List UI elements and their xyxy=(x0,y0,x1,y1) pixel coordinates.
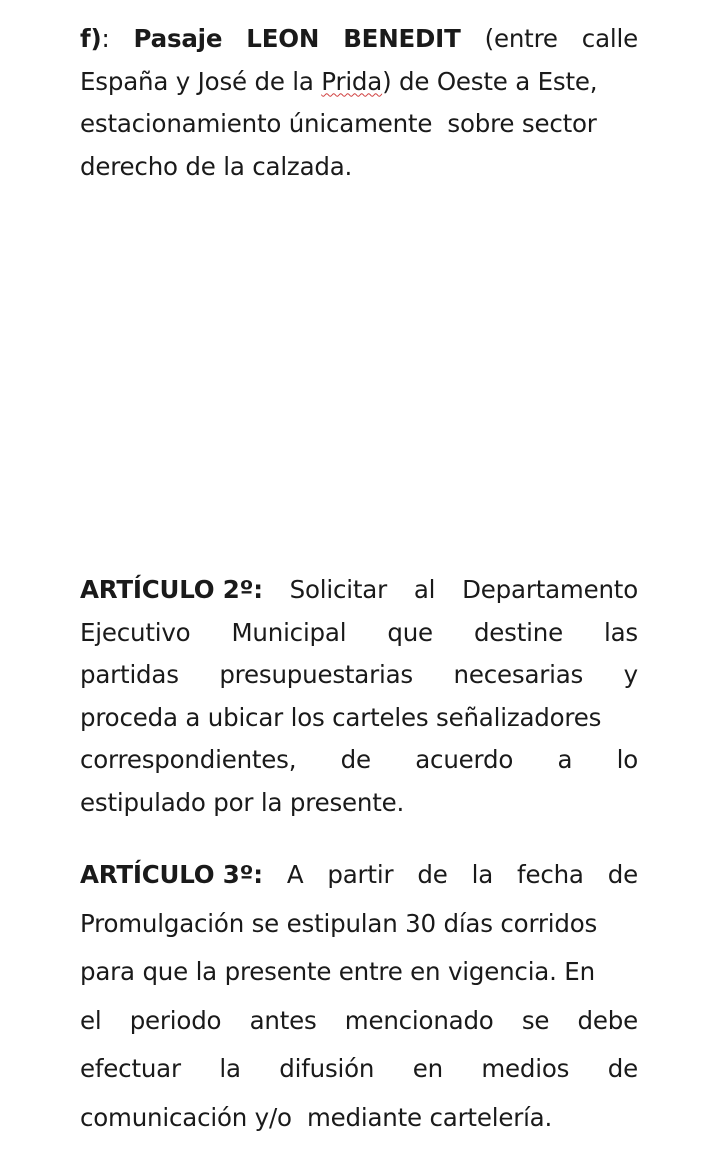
clause-f-line-4: derecho de la calzada. xyxy=(80,151,353,181)
article-3-word: fecha xyxy=(517,860,584,889)
clause-f-label-sep: : xyxy=(101,24,110,53)
article-2-word: necesarias xyxy=(453,660,584,689)
article-3-line-6: comunicación y/o mediante cartelería. xyxy=(80,1102,553,1132)
article-2-word: acuerdo xyxy=(415,745,514,774)
article-2-word: al xyxy=(413,575,436,604)
clause-f-word: BENEDIT xyxy=(343,24,461,53)
article-2-word: destine xyxy=(473,617,563,647)
article-3-line-1 xyxy=(80,851,638,900)
article-3-word: se xyxy=(521,1005,550,1035)
article-3-word: debe xyxy=(577,1005,638,1035)
clause-f-line-2 xyxy=(80,61,638,104)
article-3-line-5 xyxy=(80,1045,638,1094)
article-3-word: partir xyxy=(327,860,394,889)
article-2-word: Municipal xyxy=(231,617,347,647)
article-2-heading: ARTÍCULO 2º: xyxy=(80,575,263,604)
article-2-word: a xyxy=(557,745,573,774)
spellcheck-flagged-word: Prida xyxy=(321,66,383,96)
article-3-word: de xyxy=(607,1054,638,1083)
clause-f-word: Pasaje xyxy=(133,24,223,53)
article-3-word: en xyxy=(412,1054,443,1083)
article-3-heading: ARTÍCULO 3º: xyxy=(80,860,263,889)
article-2 xyxy=(80,569,638,824)
article-2-word: Solicitar xyxy=(289,575,387,604)
article-3 xyxy=(80,851,638,1142)
article-2-word: y xyxy=(623,660,638,689)
clause-f xyxy=(80,18,638,188)
article-2-line-6: estipulado por la presente. xyxy=(80,787,405,817)
article-3-word: difusión xyxy=(279,1054,375,1083)
clause-f-word: calle xyxy=(581,24,638,53)
article-2-word: correspondientes, xyxy=(80,745,297,774)
clause-f-label: f) xyxy=(80,24,102,53)
article-2-word: Ejecutivo xyxy=(80,617,191,647)
article-2-line-4: proceda a ubicar los carteles señalizadores xyxy=(80,702,602,732)
clause-f-text: España y José de la xyxy=(80,66,322,96)
article-3-word: la xyxy=(471,860,494,889)
article-2-word: Departamento xyxy=(462,575,638,604)
article-2-line-3 xyxy=(80,654,638,697)
article-3-line-4 xyxy=(80,997,638,1046)
article-3-word: de xyxy=(417,860,448,889)
article-2-word: presupuestarias xyxy=(219,660,413,689)
clause-f-label-group xyxy=(80,18,110,61)
article-3-word: antes xyxy=(249,1005,317,1035)
clause-f-word: LEON xyxy=(246,24,320,53)
article-2-word: partidas xyxy=(80,660,179,689)
article-3-line-3: para que la presente entre en vigencia. En xyxy=(80,957,595,986)
article-3-line-2: Promulgación se estipulan 30 días corridos xyxy=(80,908,598,938)
article-2-line-5 xyxy=(80,739,638,782)
article-2-line-2 xyxy=(80,612,638,655)
clause-f-text: ) de Oeste a Este, xyxy=(382,66,598,96)
clause-f-line-1 xyxy=(80,18,638,61)
article-2-word: que xyxy=(387,617,433,647)
article-2-word: lo xyxy=(616,745,638,774)
article-2-word: de xyxy=(340,745,371,774)
article-3-word: A xyxy=(286,860,304,889)
article-3-word: mencionado xyxy=(344,1005,494,1035)
article-2-word: las xyxy=(603,617,638,647)
article-2-line-1 xyxy=(80,569,638,612)
article-3-word: efectuar xyxy=(80,1054,181,1083)
article-3-word: periodo xyxy=(129,1005,222,1035)
clause-f-line-3: estacionamiento únicamente sobre sector xyxy=(80,109,597,138)
clause-f-word: (entre xyxy=(484,24,558,53)
article-3-word: de xyxy=(607,860,638,889)
article-3-word: medios xyxy=(481,1054,570,1083)
article-3-word: el xyxy=(80,1005,102,1035)
article-3-word: la xyxy=(219,1054,241,1083)
